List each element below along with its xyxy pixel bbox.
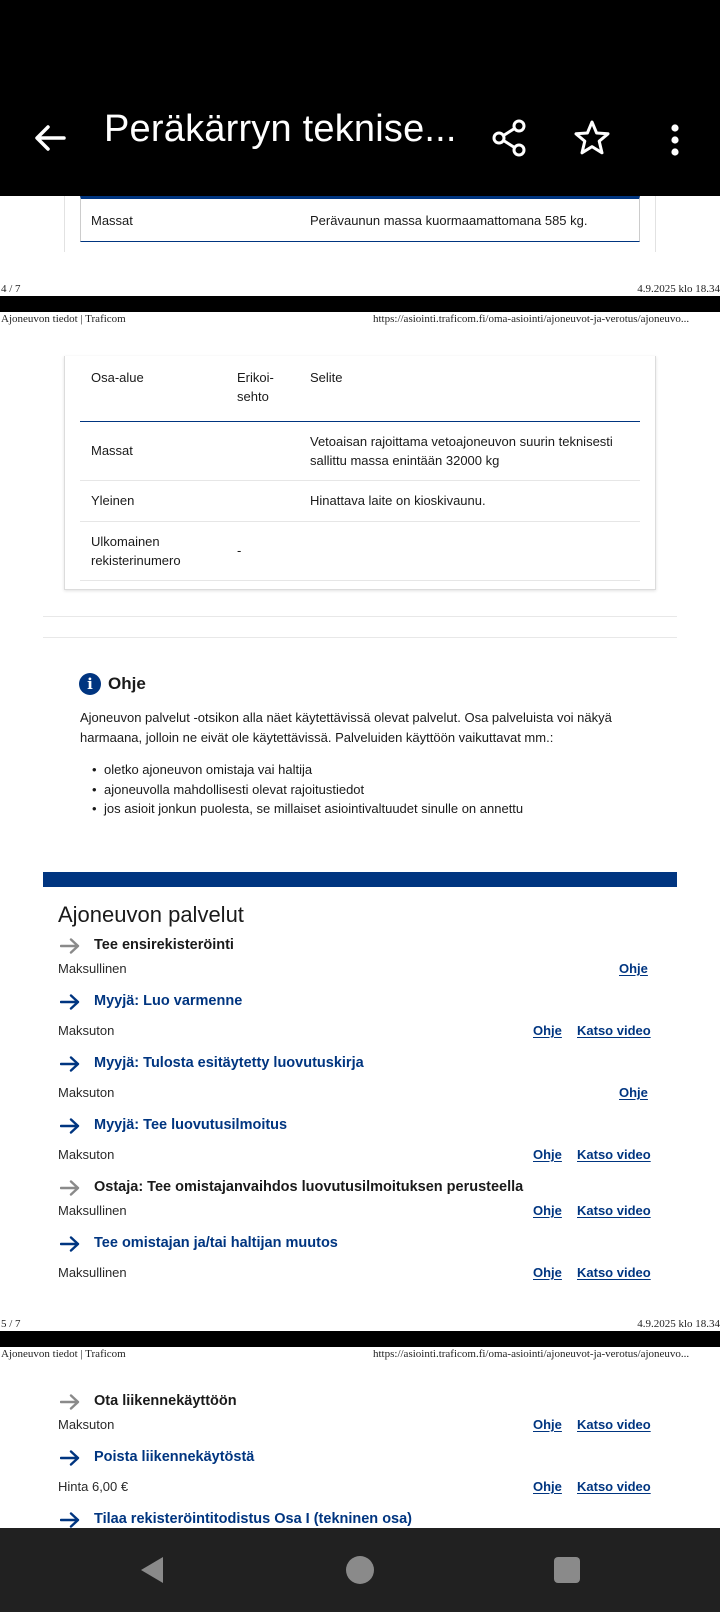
service-link-change-of-ownership[interactable]: Ostaja: Tee omistajanvaihdos luovutusilmoituksen perusteella — [94, 1179, 524, 1195]
service-link-print-transfer-deed[interactable]: Myyjä: Tulosta esitäytetty luovutuskirja — [94, 1055, 364, 1071]
arrow-right-icon — [60, 1180, 80, 1196]
service-price: Maksuton — [58, 1417, 115, 1432]
service-price: Maksuton — [58, 1085, 115, 1100]
ohje-link[interactable]: Ohje — [533, 1265, 562, 1280]
video-link[interactable]: Katso video — [577, 1203, 651, 1218]
app-bar — [0, 0, 720, 196]
print-timestamp: 4.9.2025 klo 18.34 — [637, 1318, 720, 1330]
service-price: Maksullinen — [58, 1203, 127, 1218]
table-cell-area: Massat — [91, 213, 133, 228]
table-cell-desc: Hinattava laite on kioskivaunu. — [310, 493, 486, 508]
ohje-title: Ohje — [108, 674, 146, 693]
list-item: • jos asioit jonkun puolesta, se millaiset asiointivaltuudet sinulle on annettu — [104, 799, 523, 819]
document-title: Peräkärryn teknise... — [104, 108, 457, 150]
video-link[interactable]: Katso video — [577, 1023, 651, 1038]
service-link-transfer-notice[interactable]: Myyjä: Tee luovutusilmoitus — [94, 1117, 288, 1133]
arrow-right-icon — [60, 1512, 80, 1528]
nav-recents-icon[interactable] — [554, 1557, 580, 1583]
table-cell-area: Massat — [91, 443, 133, 458]
service-price: Maksuton — [58, 1147, 115, 1162]
ohje-link[interactable]: Ohje — [533, 1147, 562, 1162]
table-header-desc: Selite — [310, 370, 343, 385]
share-icon[interactable] — [490, 118, 530, 158]
page-number: 5 / 7 — [1, 1318, 21, 1330]
print-page-url: https://asiointi.traficom.fi/oma-asiointi/ajoneuvot-ja-verotus/ajoneuvo... — [373, 313, 690, 325]
ohje-bullet-list — [104, 760, 523, 819]
print-timestamp: 4.9.2025 klo 18.34 — [637, 283, 720, 295]
ohje-link[interactable]: Ohje — [619, 1085, 648, 1100]
nav-home-icon[interactable] — [346, 1556, 374, 1584]
service-link-owner-holder-change[interactable]: Tee omistajan ja/tai haltijan muutos — [94, 1235, 338, 1251]
table-header-condition: Erikoi- sehto — [237, 370, 274, 404]
page-number: 4 / 7 — [1, 283, 21, 295]
list-item: • ajoneuvolla mahdollisesti olevat rajoitustiedot — [104, 780, 523, 800]
services-heading: Ajoneuvon palvelut — [58, 902, 244, 927]
table-cell-desc: Vetoaisan rajoittama vetoajoneuvon suurin teknisesti sallittu massa enintään 32000 kg — [310, 434, 613, 468]
table-cell-area: Ulkomainen rekisterinumero — [91, 534, 181, 568]
service-link-create-certificate[interactable]: Myyjä: Luo varmenne — [94, 993, 243, 1009]
star-outline-icon[interactable] — [572, 118, 612, 158]
page-separator — [0, 296, 720, 312]
ohje-link[interactable]: Ohje — [533, 1417, 562, 1432]
video-link[interactable]: Katso video — [577, 1417, 651, 1432]
service-price: Maksullinen — [58, 961, 127, 976]
video-link[interactable]: Katso video — [577, 1479, 651, 1494]
arrow-right-icon — [60, 1450, 80, 1466]
table-cell-desc: Perävaunun massa kuormaamattomana 585 kg. — [310, 213, 588, 228]
ohje-link[interactable]: Ohje — [533, 1479, 562, 1494]
arrow-right-icon — [60, 1056, 80, 1072]
table-header-divider — [80, 421, 640, 422]
info-icon: i — [79, 673, 101, 695]
print-page-title: Ajoneuvon tiedot | Traficom — [1, 1348, 126, 1360]
row-divider — [80, 521, 640, 522]
video-link[interactable]: Katso video — [577, 1147, 651, 1162]
ohje-link[interactable]: Ohje — [533, 1023, 562, 1038]
arrow-right-icon — [60, 1118, 80, 1134]
table-cell-area: Yleinen — [91, 493, 135, 508]
divider — [43, 637, 677, 638]
table-cell-condition: - — [237, 543, 242, 558]
section-bar — [43, 872, 677, 887]
arrow-right-icon — [60, 1394, 80, 1410]
arrow-right-icon — [60, 938, 80, 954]
divider — [43, 616, 677, 617]
service-price: Hinta 6,00 € — [58, 1479, 129, 1494]
service-price: Maksullinen — [58, 1265, 127, 1280]
more-vert-icon[interactable] — [664, 120, 686, 160]
print-page-url: https://asiointi.traficom.fi/oma-asiointi/ajoneuvot-ja-verotus/ajoneuvo... — [373, 1348, 690, 1360]
list-item: • oletko ajoneuvon omistaja vai haltija — [104, 760, 523, 780]
arrow-back-icon[interactable] — [30, 118, 70, 158]
ohje-link[interactable]: Ohje — [533, 1203, 562, 1218]
arrow-right-icon — [60, 1236, 80, 1252]
page-separator — [0, 1331, 720, 1347]
row-divider — [80, 580, 640, 581]
nav-back-icon[interactable] — [136, 1554, 168, 1586]
service-link-first-registration[interactable]: Tee ensirekisteröinti — [94, 937, 234, 953]
video-link[interactable]: Katso video — [577, 1265, 651, 1280]
ohje-text: Ajoneuvon palvelut -otsikon alla näet käytettävissä olevat palvelut. Osa palveluista voi näkyä harmaana, jolloin ne eivät ole käytettävissä. Palveluiden käyttöön vaikuttavat mm.: — [80, 710, 612, 745]
table-header-area: Osa-alue — [91, 370, 144, 385]
service-link-order-registration-certificate[interactable]: Tilaa rekisteröintitodistus Osa I (tekninen osa) — [94, 1511, 413, 1527]
service-link-put-into-traffic[interactable]: Ota liikennekäyttöön — [94, 1393, 237, 1409]
service-link-remove-from-traffic[interactable]: Poista liikennekäytöstä — [94, 1449, 255, 1465]
service-price: Maksuton — [58, 1023, 115, 1038]
ohje-link[interactable]: Ohje — [619, 961, 648, 976]
arrow-right-icon — [60, 994, 80, 1010]
print-page-title: Ajoneuvon tiedot | Traficom — [1, 313, 126, 325]
row-divider — [80, 480, 640, 481]
